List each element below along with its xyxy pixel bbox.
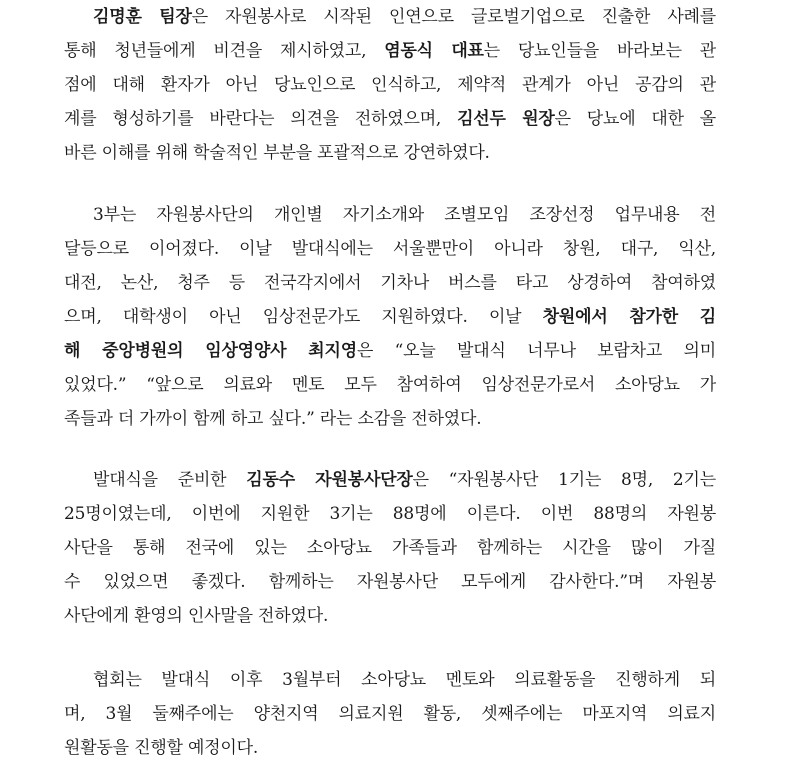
text-line — [64, 663, 716, 697]
text-run: 25명이였는데, 이번에 지원한 3기는 88명에 이른다. 이번 88명의 자원봉 — [64, 504, 716, 524]
paragraph-speakers — [64, 0, 716, 170]
bold-name: 염동식 대표 — [384, 41, 484, 61]
bold-name: 해 중앙병원의 임상영양사 최지영 — [64, 341, 357, 361]
text-line — [64, 334, 716, 368]
bold-name: 창원에서 참가한 김 — [542, 307, 716, 327]
text-line — [64, 232, 716, 266]
text-line — [64, 266, 716, 300]
text-run: 수 있었으면 좋겠다. 함께하는 자원봉사단 모두에게 감사한다.”며 자원봉 — [64, 572, 716, 592]
text-run: 대전, 논산, 청주 등 전국각지에서 기차나 버스를 타고 상경하여 참여하였 — [64, 273, 716, 293]
paragraph-schedule — [64, 663, 716, 765]
paragraph-director-quote — [64, 463, 716, 633]
text-run: 달등으로 이어졌다. 이날 발대식에는 서울뿐만이 아니라 창원, 대구, 익산, — [64, 239, 716, 259]
text-line — [64, 697, 716, 731]
text-run: 계를 형성하기를 바란다는 의견을 전하였으며, — [64, 109, 458, 129]
text-run: 으며, 대학생이 아닌 임상전문가도 지원하였다. 이날 — [64, 307, 543, 327]
text-run: 족들과 더 가까이 함께 하고 싶다.” 라는 소감을 전하였다. — [64, 409, 482, 429]
text-run: 3부는 자원봉사단의 개인별 자기소개와 조별모임 조장선정 업무내용 전 — [93, 205, 716, 225]
bold-name: 김선두 원장 — [457, 109, 555, 129]
text-run: 협회는 발대식 이후 3월부터 소아당뇨 멘토와 의료활동을 진행하게 되 — [93, 670, 716, 690]
text-line — [64, 34, 716, 68]
text-line — [64, 463, 716, 497]
text-run: 바른 이해를 위해 학술적인 부분을 포괄적으로 강연하였다. — [64, 143, 490, 163]
text-run: 사단에게 환영의 인사말을 전하였다. — [64, 606, 329, 626]
text-run: 은 “자원봉사단 1기는 8명, 2기는 — [412, 470, 716, 490]
text-run: 며, 3월 둘째주에는 양천지역 의료지원 활동, 셋째주에는 마포지역 의료지 — [64, 704, 716, 724]
text-run: 은 “오늘 발대식 너무나 보람차고 의미 — [356, 341, 716, 361]
text-line — [64, 599, 716, 633]
text-line — [64, 565, 716, 599]
text-line — [64, 402, 716, 436]
text-line — [64, 731, 716, 765]
text-line — [64, 136, 716, 170]
bold-name: 김명훈 팀장 — [93, 7, 192, 27]
text-run: 발대식을 준비한 — [93, 470, 247, 490]
text-line — [64, 497, 716, 531]
text-run: 사단을 통해 전국에 있는 소아당뇨 가족들과 함께하는 시간을 많이 가질 — [64, 538, 716, 558]
text-line — [64, 0, 716, 34]
text-run: 있었다.” “앞으로 의료와 멘토 모두 참여하여 임상전문가로서 소아당뇨 가 — [64, 375, 716, 395]
text-line — [64, 368, 716, 402]
text-run: 는 당뇨인들을 바라보는 관 — [483, 41, 716, 61]
paragraph-part3 — [64, 198, 716, 436]
text-line — [64, 198, 716, 232]
text-run: 원활동을 진행할 예정이다. — [64, 738, 259, 758]
text-run: 점에 대해 환자가 아닌 당뇨인으로 인식하고, 제약적 관계가 아닌 공감의 관 — [64, 75, 716, 95]
text-run: 은 당뇨에 대한 올 — [554, 109, 716, 129]
text-line — [64, 531, 716, 565]
text-line — [64, 68, 716, 102]
text-line — [64, 300, 716, 334]
text-run: 통해 청년들에게 비견을 제시하였고, — [64, 41, 385, 61]
text-run: 은 자원봉사로 시작된 인연으로 글로벌기업으로 진출한 사례를 — [191, 7, 716, 27]
bold-name: 김동수 자원봉사단장 — [246, 470, 413, 490]
text-line — [64, 102, 716, 136]
